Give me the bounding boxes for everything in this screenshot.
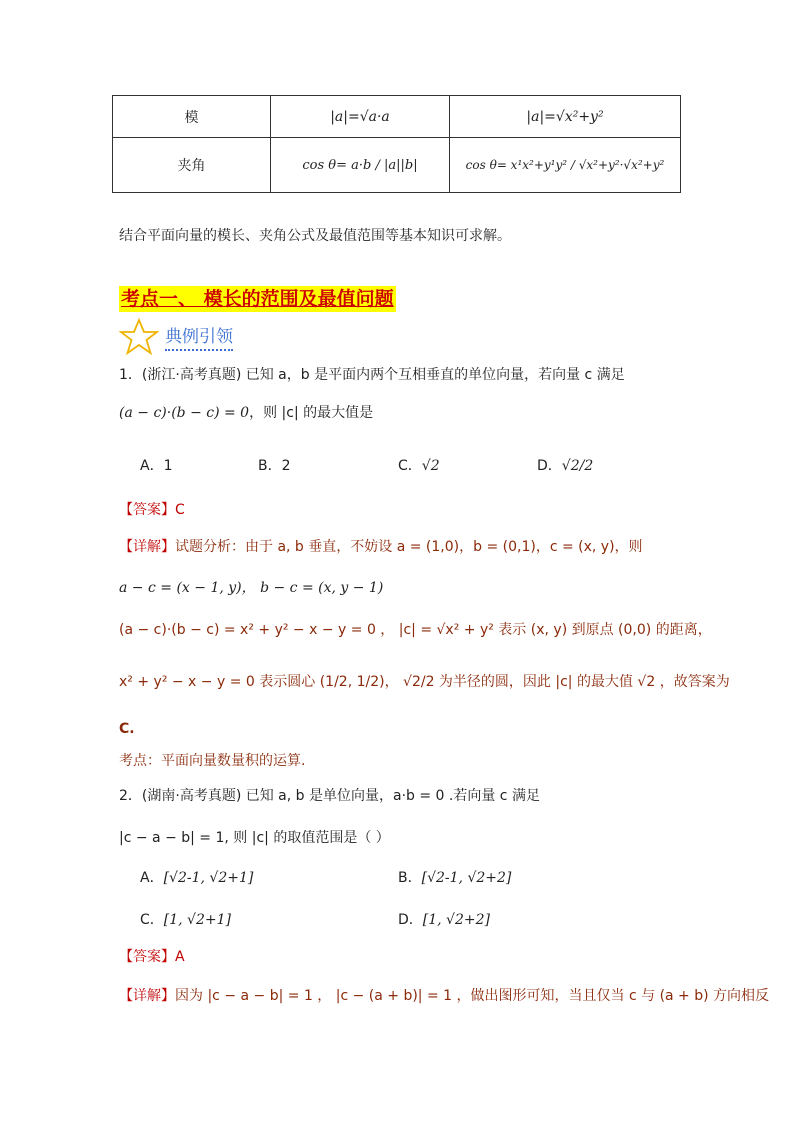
option-letter: D． — [398, 912, 423, 928]
option-letter: A． — [140, 458, 164, 474]
detail-tag: 【详解】 — [119, 539, 175, 555]
detail-text: 因为 |c − a − b| = 1 ， |c − (a + b)| = 1 ，做出图形可知，当且仅当 c 与 (a + b) 方向相反 — [175, 988, 770, 1004]
option-letter: B． — [398, 870, 422, 886]
answer-value: C — [175, 502, 185, 518]
q1-detail-line2: a − c = (x − 1, y)， b − c = (x, y − 1) — [119, 580, 384, 596]
formula-angle-vector: cos θ= a·b / |a||b| — [302, 158, 418, 173]
q1-option-d — [537, 456, 593, 476]
q1-detail-line1 — [119, 537, 643, 557]
q2-option-c — [140, 910, 231, 930]
option-value: 1 — [163, 458, 173, 474]
q2-option-d — [398, 910, 490, 930]
q1-answer — [119, 500, 185, 520]
formula-modulus-vector: |a|=√a·a — [330, 108, 390, 125]
sub-heading: 典例引领 — [165, 325, 233, 351]
intro-text: 结合平面向量的模长、夹角公式及最值范围等基本知识可求解。 — [119, 228, 511, 244]
table-cell-formula — [271, 138, 450, 193]
answer-tag: 【答案】 — [119, 949, 175, 965]
option-value: √2/2 — [561, 458, 594, 474]
option-value: [√2-1, √2+1] — [163, 870, 254, 886]
option-value: [1, √2+2] — [422, 912, 490, 928]
table-cell-formula — [450, 138, 681, 193]
option-letter: B． — [258, 458, 282, 474]
option-letter: C． — [140, 912, 164, 928]
formula-modulus-coord: |a|=√x²+y² — [526, 108, 604, 125]
q2-detail-line1 — [119, 986, 769, 1006]
option-value: [1, √2+1] — [163, 912, 231, 928]
q2-stem-line2: |c − a − b| = 1, 则 |c| 的取值范围是（ ） — [119, 830, 390, 846]
answer-value: A — [175, 949, 185, 965]
option-value: 2 — [281, 458, 291, 474]
q1-condition-text: ，则 |c| 的最大值是 — [249, 405, 374, 421]
option-letter: D． — [537, 458, 562, 474]
star-icon — [119, 318, 159, 356]
table-cell-label: 模 — [113, 96, 271, 138]
section-heading: 考点一、 模长的范围及最值问题 — [121, 288, 394, 310]
detail-tag: 【详解】 — [119, 988, 175, 1004]
option-value: [√2-1, √2+2] — [421, 870, 512, 886]
q1-detail-line3: (a − c)·(b − c) = x² + y² − x − y = 0 ， |c| = √x² + y² 表示 (x, y) 到原点 (0,0) 的距离， — [119, 622, 712, 638]
q2-option-b — [398, 868, 511, 888]
q1-detail-line4: x² + y² − x − y = 0 表示圆心 (1/2, 1/2)， √2/2 为半径的圆，因此 |c| 的最大值 √2 ，故答案为 — [119, 674, 730, 690]
option-letter: C． — [398, 458, 422, 474]
q1-option-a — [140, 456, 173, 476]
formula-table — [112, 95, 681, 193]
table-row — [113, 96, 681, 138]
option-value: √2 — [421, 458, 440, 474]
q2-answer — [119, 947, 185, 967]
q1-stem-line2 — [119, 403, 373, 423]
q1-stem-line1: 1．(浙江·高考真题) 已知 a，b 是平面内两个互相垂直的单位向量，若向量 c 满足 — [119, 367, 625, 383]
q2-option-a — [140, 868, 253, 888]
q2-stem-line1: 2．(湖南·高考真题) 已知 a, b 是单位向量，a·b = 0 .若向量 c 满足 — [119, 788, 540, 804]
q1-option-c — [398, 456, 440, 476]
q1-condition-math: (a − c)·(b − c) = 0 — [119, 405, 250, 421]
table-cell-label: 夹角 — [113, 138, 271, 193]
table-cell-formula — [271, 96, 450, 138]
table-cell-formula — [450, 96, 681, 138]
q1-detail-line5: C. — [119, 721, 135, 737]
q1-option-b — [258, 456, 291, 476]
option-letter: A． — [140, 870, 164, 886]
formula-angle-coord: cos θ= x¹x²+y¹y² / √x²+y²·√x²+y² — [465, 158, 665, 172]
answer-tag: 【答案】 — [119, 502, 175, 518]
detail-text: 试题分析：由于 a, b 垂直，不妨设 a = (1,0)，b = (0,1)，c = (x, y)，则 — [175, 539, 643, 555]
q1-knowledge-point: 考点：平面向量数量积的运算. — [119, 753, 306, 769]
table-row — [113, 138, 681, 193]
